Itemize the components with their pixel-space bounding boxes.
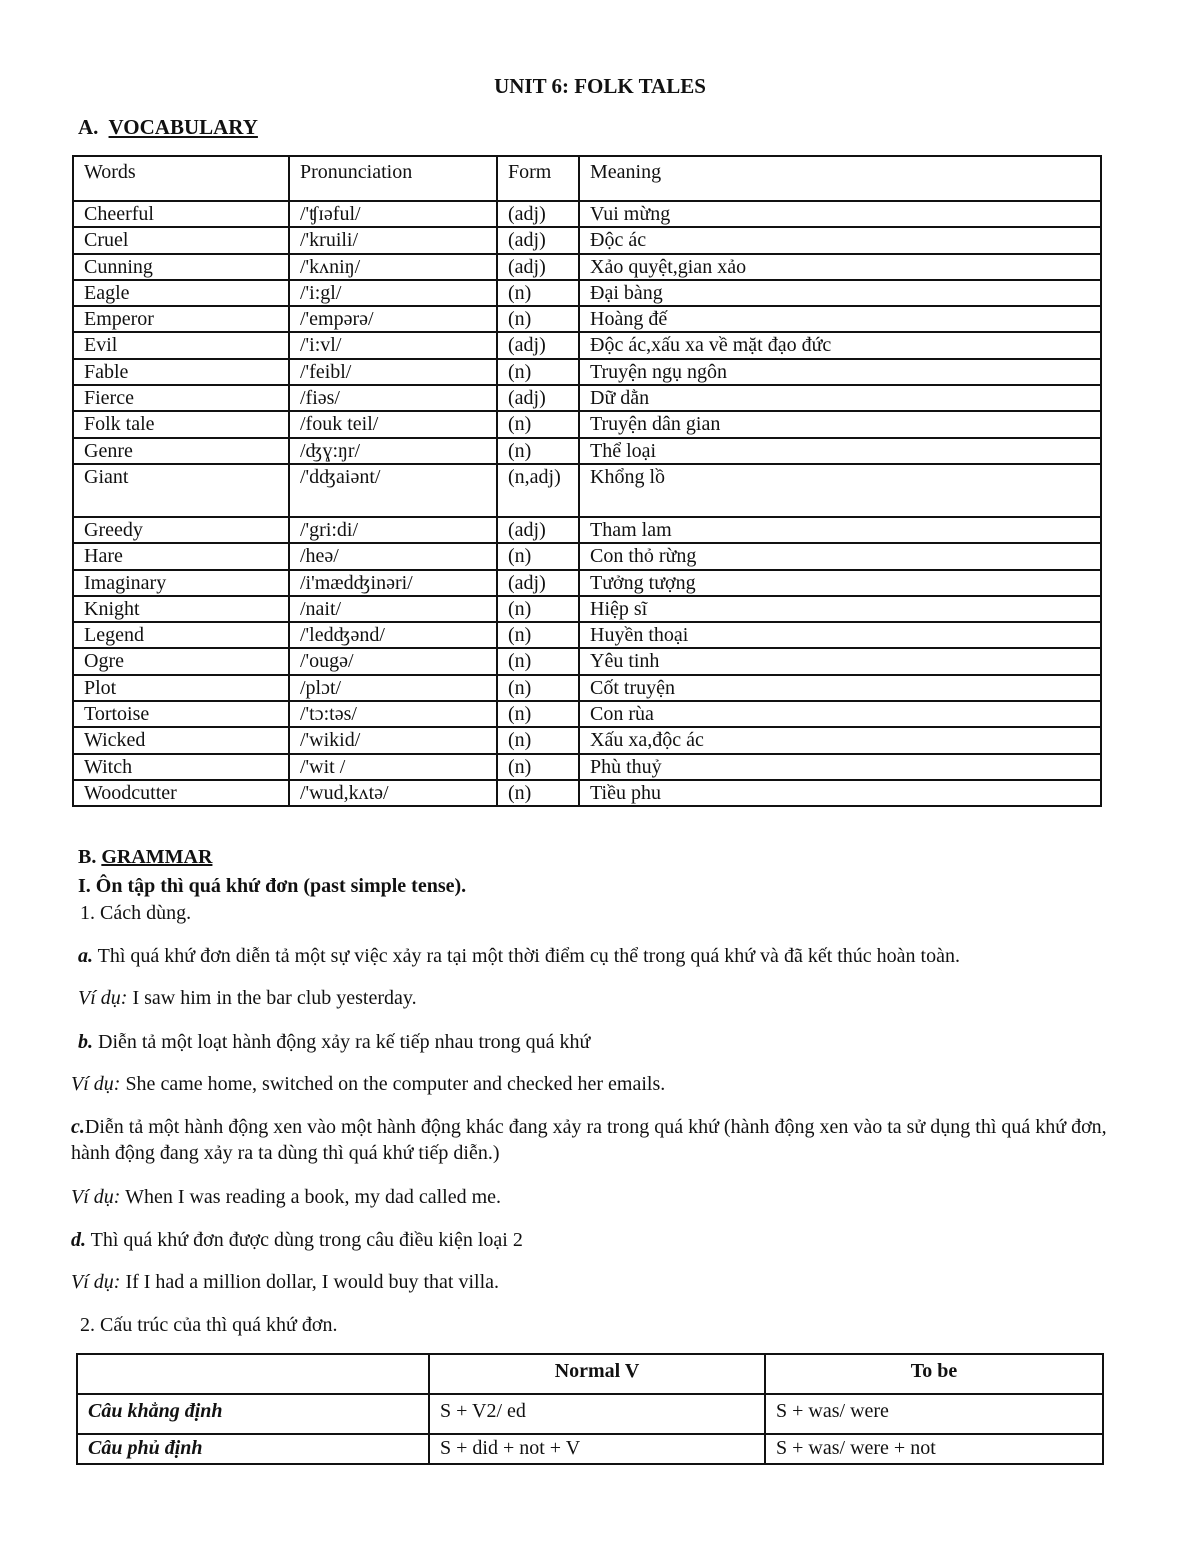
vocabulary-word: Eagle [73,280,289,306]
vocabulary-word: Cruel [73,227,289,253]
vocabulary-meaning: Độc ác [579,227,1101,253]
affirmative-to-be: S + was/ were [765,1394,1103,1434]
example-4-text: If I had a million dollar, I would buy that villa. [120,1271,500,1293]
example-3 [71,1184,501,1210]
vocabulary-meaning: Con rùa [579,701,1101,727]
example-label: Ví dụ: [78,987,128,1009]
vocabulary-form: (n) [497,596,579,622]
structure-row-affirmative [77,1394,1103,1434]
vocabulary-form: (n) [497,754,579,780]
structure-header-to-be: To be [765,1354,1103,1394]
vocabulary-pronunciation: /nait/ [289,596,497,622]
header-words: Words [73,156,289,201]
vocabulary-form: (adj) [497,332,579,358]
usage-a-text: Thì quá khứ đơn diễn tả một sự việc xảy ra tại một thời điểm cụ thể trong quá khứ và đã kết thúc hoàn toàn. [93,945,960,967]
vocabulary-pronunciation: /'feibl/ [289,359,497,385]
vocabulary-pronunciation: /'ledʤənd/ [289,622,497,648]
vocabulary-row [73,227,1101,253]
section-b-letter: B. [78,846,97,868]
vocabulary-row [73,648,1101,674]
vocabulary-form: (n) [497,438,579,464]
vocabulary-row [73,464,1101,517]
usage-d-label: d. [71,1229,86,1251]
vocabulary-word: Folk tale [73,411,289,437]
vocabulary-word: Fierce [73,385,289,411]
vocabulary-meaning: Huyền thoại [579,622,1101,648]
structure-header-row [77,1354,1103,1394]
vocabulary-row [73,385,1101,411]
vocabulary-row [73,780,1101,806]
vocabulary-word: Cunning [73,254,289,280]
vocabulary-meaning: Thể loại [579,438,1101,464]
usage-b [78,1029,590,1055]
vocabulary-word: Genre [73,438,289,464]
vocabulary-meaning: Tiều phu [579,780,1101,806]
vocabulary-meaning: Con thỏ rừng [579,543,1101,569]
vocabulary-meaning: Khổng lồ [579,464,1101,517]
vocabulary-row [73,359,1101,385]
usage-c-label: c. [71,1116,85,1138]
vocabulary-form: (n) [497,780,579,806]
vocabulary-meaning: Độc ác,xấu xa về mặt đạo đức [579,332,1101,358]
vocabulary-pronunciation: /'wikid/ [289,727,497,753]
row-label-negative: Câu phủ định [77,1434,429,1464]
vocabulary-meaning: Truyện dân gian [579,411,1101,437]
vocabulary-meaning: Dữ dằn [579,385,1101,411]
vocabulary-row [73,438,1101,464]
vocabulary-meaning: Tưởng tượng [579,570,1101,596]
vocabulary-form: (n) [497,543,579,569]
vocabulary-meaning: Truyện ngụ ngôn [579,359,1101,385]
structure-header-normal-v: Normal V [429,1354,765,1394]
usage-c-text: Diễn tả một hành động xen vào một hành động khác đang xảy ra trong quá khứ (hành động xen vào ta sử dụng thì quá khứ đơn, hành động đang xảy ra ta dùng thì quá khứ tiếp diễn.) [71,1116,1107,1164]
example-label: Ví dụ: [71,1186,121,1208]
usage-b-label: b. [78,1031,93,1053]
usage-a [78,943,1128,969]
negative-to-be: S + was/ were + not [765,1434,1103,1464]
vocabulary-pronunciation: /'i:vl/ [289,332,497,358]
vocabulary-word: Fable [73,359,289,385]
vocabulary-pronunciation: /'i:gl/ [289,280,497,306]
vocabulary-meaning: Vui mừng [579,201,1101,227]
vocabulary-pronunciation: /'ougə/ [289,648,497,674]
vocabulary-form: (n) [497,727,579,753]
vocabulary-pronunciation: /'kʌniŋ/ [289,254,497,280]
vocabulary-meaning: Xấu xa,độc ác [579,727,1101,753]
usage-d-text: Thì quá khứ đơn được dùng trong câu điều kiện loại 2 [86,1229,523,1251]
vocabulary-pronunciation: /'ʧɪəful/ [289,201,497,227]
vocabulary-row [73,701,1101,727]
vocabulary-pronunciation: /fiəs/ [289,385,497,411]
vocabulary-pronunciation: /'empərə/ [289,306,497,332]
vocabulary-row [73,306,1101,332]
vocabulary-row [73,254,1101,280]
example-1-text: I saw him in the bar club yesterday. [127,987,417,1009]
vocabulary-pronunciation: /'dʤaiənt/ [289,464,497,517]
grammar-part-heading: I. Ôn tập thì quá khứ đơn (past simple tense). [78,875,467,897]
section-a-heading [78,115,258,140]
vocabulary-pronunciation: /fouk teil/ [289,411,497,437]
vocabulary-row [73,754,1101,780]
vocabulary-form: (n) [497,675,579,701]
usage-heading: 1. Cách dùng. [80,902,192,924]
example-2 [71,1071,665,1097]
vocabulary-pronunciation: /i'mædʤinəri/ [289,570,497,596]
vocabulary-form: (n) [497,359,579,385]
example-4 [71,1269,499,1295]
header-form: Form [497,156,579,201]
vocabulary-word: Plot [73,675,289,701]
vocabulary-table [72,155,1102,807]
vocabulary-table-body [73,156,1101,806]
vocabulary-form: (n) [497,648,579,674]
vocabulary-word: Hare [73,543,289,569]
page-title: UNIT 6: FOLK TALES [494,74,706,98]
usage-a-label: a. [78,945,93,967]
vocabulary-form: (n) [497,280,579,306]
example-2-text: She came home, switched on the computer and checked her emails. [120,1073,666,1095]
structure-row-negative [77,1434,1103,1464]
vocabulary-row [73,201,1101,227]
vocabulary-word: Giant [73,464,289,517]
vocabulary-form: (adj) [497,227,579,253]
vocabulary-form: (n) [497,622,579,648]
example-1 [78,985,417,1011]
vocabulary-meaning: Hoàng đế [579,306,1101,332]
section-b-heading [78,846,212,869]
vocabulary-word: Tortoise [73,701,289,727]
vocabulary-word: Ogre [73,648,289,674]
structure-header-blank [77,1354,429,1394]
vocabulary-word: Greedy [73,517,289,543]
vocabulary-pronunciation: /ʤɣ:ŋr/ [289,438,497,464]
vocabulary-row [73,675,1101,701]
vocabulary-meaning: Phù thuỷ [579,754,1101,780]
vocabulary-pronunciation: /'wit / [289,754,497,780]
vocabulary-word: Knight [73,596,289,622]
vocabulary-meaning: Xảo quyệt,gian xảo [579,254,1101,280]
vocabulary-meaning: Tham lam [579,517,1101,543]
vocabulary-pronunciation: /'wud,kʌtə/ [289,780,497,806]
structure-table [76,1353,1104,1465]
vocabulary-row [73,622,1101,648]
vocabulary-meaning: Yêu tinh [579,648,1101,674]
vocabulary-row [73,280,1101,306]
usage-d [71,1227,523,1253]
vocabulary-form: (n,adj) [497,464,579,517]
vocabulary-word: Woodcutter [73,780,289,806]
vocabulary-form: (adj) [497,517,579,543]
vocabulary-row [73,543,1101,569]
vocabulary-meaning: Cốt truyện [579,675,1101,701]
negative-normal-v: S + did + not + V [429,1434,765,1464]
vocabulary-word: Cheerful [73,201,289,227]
vocabulary-word: Imaginary [73,570,289,596]
vocabulary-row [73,596,1101,622]
vocabulary-pronunciation: /plɔt/ [289,675,497,701]
usage-b-text: Diễn tả một loạt hành động xảy ra kế tiếp nhau trong quá khứ [93,1031,591,1053]
vocabulary-row [73,411,1101,437]
vocabulary-form: (n) [497,701,579,727]
vocabulary-pronunciation: /'tɔ:təs/ [289,701,497,727]
section-a-letter: A. [78,115,99,139]
header-pronunciation: Pronunciation [289,156,497,201]
row-label-affirmative: Câu khẳng định [77,1394,429,1434]
section-b-title: GRAMMAR [101,846,213,868]
section-a-title: VOCABULARY [108,115,258,139]
vocabulary-meaning: Hiệp sĩ [579,596,1101,622]
vocabulary-meaning: Đại bàng [579,280,1101,306]
vocabulary-form: (adj) [497,201,579,227]
vocabulary-form: (adj) [497,385,579,411]
example-3-text: When I was reading a book, my dad called me. [120,1186,502,1208]
structure-heading: 2. Cấu trúc của thì quá khứ đơn. [80,1314,338,1336]
vocabulary-word: Wicked [73,727,289,753]
vocabulary-row [73,727,1101,753]
vocabulary-word: Emperor [73,306,289,332]
vocabulary-form: (adj) [497,254,579,280]
example-label: Ví dụ: [71,1073,121,1095]
usage-c [71,1114,1141,1166]
vocabulary-pronunciation: /'kruili/ [289,227,497,253]
vocabulary-word: Witch [73,754,289,780]
example-label: Ví dụ: [71,1271,121,1293]
vocabulary-row [73,570,1101,596]
vocabulary-form: (adj) [497,570,579,596]
affirmative-normal-v: S + V2/ ed [429,1394,765,1434]
vocabulary-form: (n) [497,411,579,437]
vocabulary-word: Legend [73,622,289,648]
vocabulary-form: (n) [497,306,579,332]
vocabulary-pronunciation: /'gri:di/ [289,517,497,543]
vocabulary-word: Evil [73,332,289,358]
vocabulary-row [73,332,1101,358]
header-meaning: Meaning [579,156,1101,201]
vocabulary-header-row [73,156,1101,201]
vocabulary-row [73,517,1101,543]
vocabulary-pronunciation: /heə/ [289,543,497,569]
